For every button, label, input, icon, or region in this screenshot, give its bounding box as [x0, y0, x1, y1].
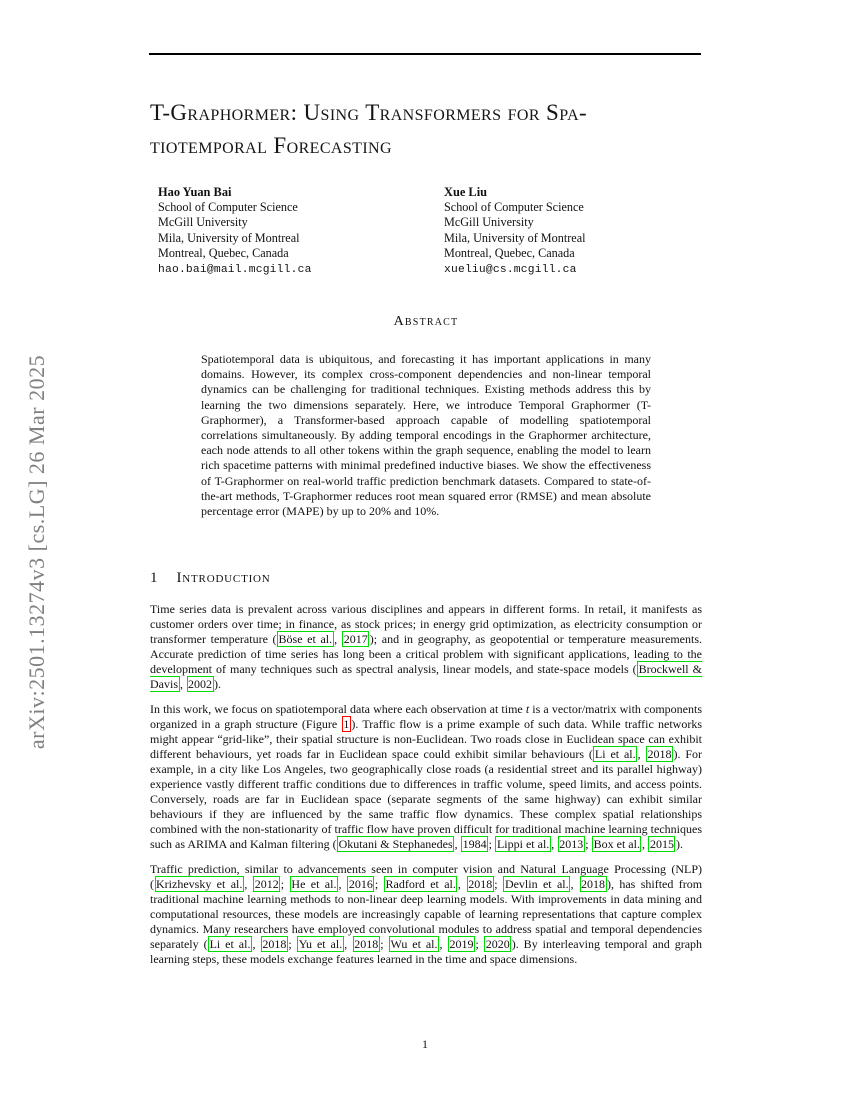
author-block — [158, 185, 444, 278]
text-run: ); and in geography, as geopotential or temperature measurements. Accurate prediction of time series has long been a critical problem with significant applications, leading to the development of many techniques such as spectral analysis, linear models, and state-space models ( — [150, 632, 703, 677]
citation-link[interactable]: Yu et al. — [298, 936, 343, 951]
text-run: , — [457, 876, 467, 891]
citation-link[interactable]: Radford et al. — [385, 876, 456, 891]
author-name: Xue Liu — [444, 185, 488, 199]
author-affiliation-line: McGill University — [444, 215, 534, 230]
text-run: ; — [488, 837, 495, 852]
text-run: , — [252, 936, 261, 951]
citation-link[interactable]: Wu et al. — [390, 936, 438, 951]
abstract-heading: Abstract — [393, 314, 459, 329]
text-run: , — [641, 837, 648, 852]
text-run: , — [180, 677, 186, 692]
text-run: , — [637, 746, 646, 761]
text-run: , — [338, 876, 347, 891]
citation-link[interactable]: Böse et al. — [278, 632, 333, 647]
text-run: , — [334, 632, 342, 647]
text-run: ; — [280, 876, 290, 891]
paper-title — [150, 96, 710, 162]
citation-link[interactable]: Lippi et al. — [496, 837, 550, 852]
text-run: , — [454, 837, 461, 852]
author-email: hao.bai@mail.mcgill.ca — [158, 264, 312, 277]
text-run: ), has shifted from traditional machine learning methods to non-linear deep learning models. With improvements in data mining and computational resources, these models are increasingly capable of learning representations that capture complex dynamics. Many researchers have employed convolutional modules to address spatial and temporal dependencies separately ( — [150, 876, 703, 951]
text-run: ). — [214, 677, 221, 692]
section-title: Introduction — [176, 570, 271, 586]
author-affiliation-line: School of Computer Science — [444, 200, 584, 215]
title-rule — [149, 53, 701, 55]
section-heading — [150, 570, 271, 587]
text-run: ; — [494, 876, 503, 891]
text-run: is a vector/matrix with components organized in a graph structure (Figure — [150, 701, 702, 731]
author-email: xueliu@cs.mcgill.ca — [444, 264, 577, 277]
author-affiliation-line: Montreal, Quebec, Canada — [444, 245, 575, 260]
citation-link[interactable]: 2016 — [348, 876, 373, 891]
text-run: , — [344, 936, 353, 951]
section-number: 1 — [150, 570, 158, 586]
text-run: , — [439, 936, 448, 951]
citation-link[interactable]: Devlin et al. — [504, 876, 569, 891]
title-line-1: T-Graphormer: Using Transformers for Spa- — [150, 100, 588, 125]
citation-link[interactable]: He et al. — [291, 876, 337, 891]
author-affiliation-line: Mila, University of Montreal — [444, 230, 586, 245]
author-affiliation-line: Montreal, Quebec, Canada — [158, 245, 289, 260]
text-run: Time series data is prevalent across various disciplines and appears in different forms. In retail, it manifests as customer orders over time; in finance, as stock prices; in energy grid optimization, as electricity consumption or transformer temperature ( — [150, 602, 702, 647]
title-line-2: tiotemporal Forecasting — [150, 133, 392, 158]
page-number: 1 — [422, 1037, 428, 1051]
text-run: In this work, we focus on spatiotemporal data where each observation at time — [150, 701, 526, 716]
text-run: , — [570, 876, 579, 891]
text-run: ; — [380, 936, 389, 951]
citation-link[interactable]: 2018 — [468, 876, 493, 891]
author-affiliation-line: School of Computer Science — [158, 200, 298, 215]
text-run: ; — [374, 876, 384, 891]
citation-link[interactable]: 1984 — [462, 837, 487, 852]
citation-link[interactable]: Li et al. — [209, 936, 251, 951]
citation-link[interactable]: 2018 — [647, 746, 672, 761]
citation-link[interactable]: 2018 — [262, 936, 287, 951]
text-run: ; — [475, 936, 484, 951]
text-run: Traffic prediction, similar to advancements seen in computer vision and Natural Language Processing (NLP) ( — [150, 861, 702, 891]
citation-link[interactable]: Box et al. — [593, 837, 640, 852]
text-run: , — [551, 837, 558, 852]
citation-link[interactable]: 2012 — [254, 876, 279, 891]
citation-link[interactable]: Okutani & Stephanedes — [338, 837, 453, 852]
citation-link[interactable]: Li et al. — [594, 746, 636, 761]
figure-ref-link[interactable]: 1 — [343, 716, 350, 731]
citation-link[interactable]: Brockwell & Davis — [150, 662, 702, 692]
intro-paragraph-3 — [150, 862, 702, 968]
author-affiliation-line: Mila, University of Montreal — [158, 230, 300, 245]
citation-link[interactable]: 2015 — [649, 837, 674, 852]
text-run: ). By interleaving temporal and graph learning steps, these models exchange features learned in the time and space dimensions. — [150, 936, 703, 967]
text-run: ). Traffic flow is a prime example of such data. While traffic networks might appear “grid-like”, their spatial structure is non-Euclidean. Two roads close in Euclidean space can exhibit different behaviours, yet roads far in Euclidean space could exhibit similar behaviours ( — [150, 716, 703, 761]
intro-paragraph-2 — [150, 702, 702, 853]
introduction-body — [150, 602, 702, 976]
text-run: ). — [675, 837, 683, 852]
citation-link[interactable]: 2017 — [343, 632, 368, 647]
abstract-text: Spatiotemporal data is ubiquitous, and forecasting it has important applications in many domains. However, its complex cross-component dependencies and non-linear temporal dynamics can be challenging for traditional techniques. Existing methods address this by learning the two dimensions separately. Here, we introduce Temporal Graphormer (T-Graphormer), a Transformer-based approach capable of modelling spatiotemporal correlations simultaneously. By adding temporal encodings in the Graphormer architecture, each node attends to all other tokens within the graph sequence, enabling the model to learn rich spacetime patterns with minimal predefined inductive biases. We show the effectiveness of T-Graphormer on real-world traffic prediction benchmark datasets. Compared to state-of-the-art methods, T-Graphormer reduces root mean squared error (RMSE) and mean absolute percentage error (MAPE) by up to 20% and 10%. — [201, 352, 651, 519]
citation-link[interactable]: 2013 — [559, 837, 584, 852]
intro-paragraph-1 — [150, 602, 702, 693]
citation-link[interactable]: 2002 — [188, 677, 212, 692]
citation-link[interactable]: Krizhevsky et al. — [156, 876, 243, 891]
citation-link[interactable]: 2019 — [449, 936, 474, 951]
author-affiliation-line: McGill University — [158, 215, 248, 230]
text-run: ; — [288, 936, 297, 951]
citation-link[interactable]: 2018 — [354, 936, 379, 951]
text-run: ). For example, in a city like Los Angeles, two geographically close roads (a residential street and its parallel highway) experience vastly different traffic conditions due to differences in traffic volume, speed limits, and access points. Conversely, roads are far in Euclidean space (separate segments of the same highway) can exhibit similar behaviours if they are influenced by the same traffic flow dynamics. These complex spatial relationships combined with the non-stationarity of traffic flow have proven difficult for traditional machine learning techniques such as ARIMA and Kalman filtering ( — [150, 746, 703, 852]
author-block — [444, 185, 585, 278]
text-run: t — [525, 701, 530, 716]
author-name: Hao Yuan Bai — [158, 185, 232, 199]
text-run: , — [244, 876, 253, 891]
authors-block — [158, 185, 700, 278]
citation-link[interactable]: 2020 — [485, 936, 510, 951]
text-run: ; — [585, 837, 592, 852]
citation-link[interactable]: 2018 — [581, 876, 605, 891]
arxiv-watermark: arXiv:2501.13274v3 [cs.LG] 26 Mar 2025 — [24, 354, 49, 750]
